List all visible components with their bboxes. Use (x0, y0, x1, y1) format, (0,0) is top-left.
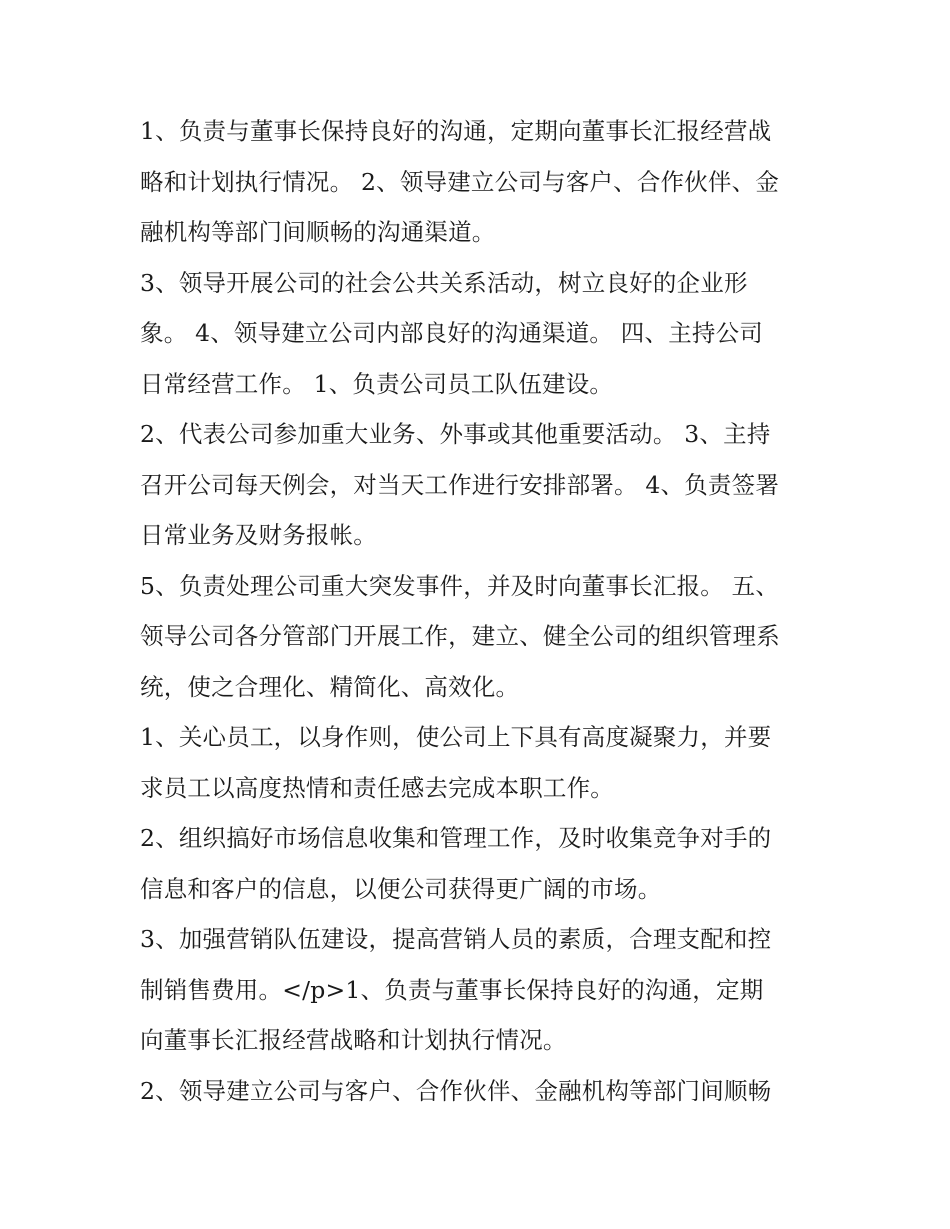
text-line: 向董事长汇报经营战略和计划执行情况。 (140, 1026, 567, 1054)
text-line: 2、组织搞好市场信息收集和管理工作，及时收集竞争对手的 (140, 824, 772, 852)
text-line: 3、加强营销队伍建设，提高营销人员的素质，合理支配和控 (140, 925, 772, 953)
text-line: 求员工以高度热情和责任感去完成本职工作。 (140, 773, 614, 802)
text-line: 1、关心员工，以身作则，使公司上下具有高度凝聚力，并要 (140, 723, 772, 751)
paragraph (140, 561, 820, 713)
text-line: 制销售费用。</p>1、负责与董事长保持良好的沟通，定期 (140, 975, 764, 1004)
text-line: 领导公司各分管部门开展工作，建立、健全公司的组织管理系 (140, 622, 780, 650)
paragraph (140, 106, 820, 258)
text-line: 象。 4、领导建立公司内部良好的沟通渠道。 四、主持公司 (140, 319, 763, 347)
paragraph (140, 409, 820, 561)
text-line: 信息和客户的信息，以便公司获得更广阔的市场。 (140, 874, 662, 903)
text-line: 融机构等部门间顺畅的沟通渠道。 (140, 218, 496, 246)
text-line: 1、负责与董事长保持良好的沟通，定期向董事长汇报经营战 (140, 117, 772, 145)
text-line: 5、负责处理公司重大突发事件，并及时向董事长汇报。 五、 (140, 571, 780, 600)
text-line: 统，使之合理化、精简化、高效化。 (140, 672, 520, 701)
text-line: 召开公司每天例会，对当天工作进行安排部署。 4、负责签署 (140, 470, 780, 499)
text-line: 略和计划执行情况。 2、领导建立公司与客户、合作伙伴、金 (140, 167, 780, 196)
text-line: 2、代表公司参加重大业务、外事或其他重要活动。 3、主持 (140, 420, 771, 448)
paragraph (140, 712, 820, 813)
text-line: 3、领导开展公司的社会公共关系活动，树立良好的企业形 (140, 268, 748, 297)
paragraph (140, 914, 820, 1066)
paragraph (140, 258, 820, 410)
paragraph (140, 1066, 820, 1117)
document-body (140, 106, 820, 1116)
text-line: 日常经营工作。 1、负责公司员工队伍建设。 (140, 369, 614, 398)
text-line: 日常业务及财务报帐。 (140, 521, 377, 549)
text-line: 2、领导建立公司与客户、合作伙伴、金融机构等部门间顺畅 (140, 1076, 772, 1105)
paragraph (140, 813, 820, 914)
